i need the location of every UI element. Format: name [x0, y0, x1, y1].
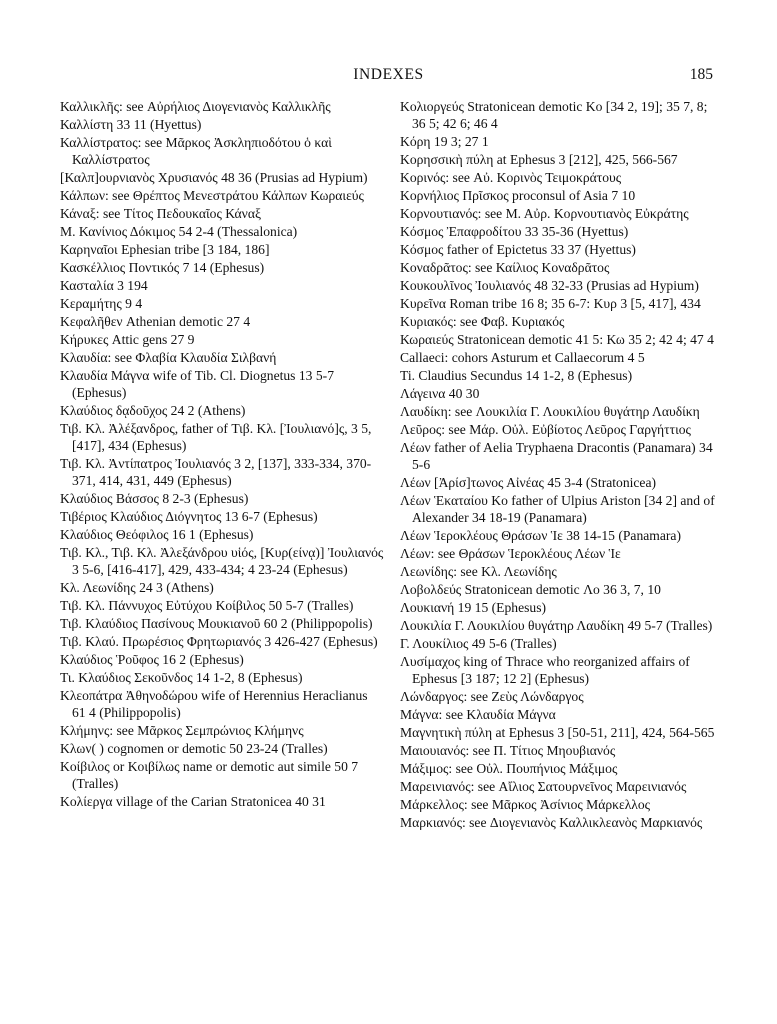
index-entry: Καλλικλῆς: see Αὐρήλιος Διογενιανὸς Καλλικλῆς: [60, 99, 331, 114]
index-entry: Τιβ. Κλαύ. Πρωρέσιος Φρητωριανός 3 426-427 (Ephesus): [60, 634, 378, 650]
index-entry: Κλαύδιος δᾳδοῦχος 24 2 (Athens): [60, 402, 246, 418]
index-entry: Κλων( ) cognomen or demotic 50 23-24 (Tralles): [60, 741, 328, 757]
index-entry: Κολίεργα village of the Carian Stratonicea 40 31: [60, 794, 326, 810]
page-header: [0, 66, 777, 86]
index-entry: Κοναδρᾶτος: see Καίλιος Κοναδρᾶτος: [400, 259, 610, 275]
index-entry: Κορησσικὴ πύλη at Ephesus 3 [212], 425, 566-567: [400, 152, 678, 168]
index-entry: Κλ. Λεωνίδης 24 3 (Athens): [60, 580, 214, 596]
index-entry: Λεῦρος: see Μάρ. Οὐλ. Εὐβίοτος Λεῦρος Γαργήττιος: [400, 421, 691, 437]
index-entry: Λουκιανή 19 15 (Ephesus): [400, 599, 547, 615]
index-entry: Λέων Ἑκαταίου Κο father of Ulpius Ariston [34 2] and of Alexander 34 18-19 (Panamara): [400, 492, 715, 525]
index-entry: Καρηναῖοι Ephesian tribe [3 184, 186]: [60, 241, 270, 257]
index-entry: Κόσμος father of Epictetus 33 37 (Hyettus): [400, 241, 636, 257]
index-entry: Τιβέριος Κλαύδιος Διόγνητος 13 6-7 (Ephesus): [60, 509, 318, 525]
index-entry: Κασκέλλιος Ποντικός 7 14 (Ephesus): [60, 259, 265, 275]
index-entry: Καλλίστρατος: see Μᾶρκος Ἀσκληπιοδότου ὁ καὶ Καλλίστρατος: [60, 134, 332, 168]
index-entry: Λάγεινα 40 30: [400, 385, 480, 401]
index-entry: Κλεοπάτρα Ἀθηνοδώρου wife of Herennius Heraclianus 61 4 (Philippopolis): [60, 688, 368, 721]
index-entry: Κορνουτιανός: see Μ. Αὐρ. Κορνουτιανὸς Εὐκράτης: [400, 206, 689, 222]
index-entry: Λέων father of Aelia Tryphaena Dracontis (Panamara) 34 5-6: [400, 439, 713, 472]
index-entry: Κάναξ: see Τίτος Πεδουκαῖος Κάναξ: [60, 206, 262, 222]
page-number: 185: [689, 66, 713, 83]
index-entry: Λαυδίκη: see Λουκιλία Γ. Λουκιλίου θυγάτηρ Λαυδίκη: [400, 403, 700, 419]
index-entry: Κεραμήτης 9 4: [60, 295, 143, 311]
index-entry: Μαρεινιανός: see Αἴλιος Σατουρνεῖνος Μαρεινιανός: [400, 778, 687, 794]
index-entry: Γ. Λουκίλιος 49 5-6 (Tralles): [400, 635, 557, 651]
index-entry: Λέων [Ἀρίσ]τωνος Αἰνέας 45 3-4 (Stratonicea): [400, 474, 657, 490]
index-entry: Κοίβιλος or Κοιβίλως name or demotic aut simile 50 7 (Tralles): [60, 759, 359, 792]
index-entry: Λεωνίδης: see Κλ. Λεωνίδης: [400, 563, 557, 579]
index-entry: Τιβ. Κλ. Ἀλέξανδρος, father of Τιβ. Κλ. [Ἰουλιανό]ς, 3 5, [417], 434 (Ephesus): [60, 420, 372, 454]
index-entry: Μ. Κανίνιος Δόκιμος 54 2-4 (Thessalonica): [60, 224, 298, 239]
index-entry: Τιβ. Κλαύδιος Πασίνους Μουκιανοῦ 60 2 (Philippopolis): [60, 616, 373, 632]
index-entry: Μαιουιανός: see Π. Τίτιος Μηουβιανός: [400, 742, 616, 758]
index-entry: Λέων Ἱεροκλέους Θράσων Ἱε 38 14-15 (Panamara): [400, 527, 681, 543]
index-entry: Τι. Κλαύδιος Σεκοῦνδος 14 1-2, 8 (Ephesus): [60, 670, 303, 686]
index-entry: Κορνήλιος Πρῖσκος proconsul of Asia 7 10: [400, 188, 636, 204]
index-entry: Λοβολδεύς Stratonicean demotic Λο 36 3, 7, 10: [400, 581, 661, 597]
index-entry: Τιβ. Κλ., Τιβ. Κλ. Ἀλεξάνδρου υἱός, [Κυρ(είνᾳ)] Ἰουλιανός 3 5-6, [416-417], 429, 433-434; 4 23-24 (Ephesus): [60, 545, 384, 578]
index-column-right: [400, 98, 724, 832]
index-entry: Καλλίστη 33 11 (Hyettus): [60, 116, 202, 132]
index-entry: Μαρκιανός: see Διογενιανὸς Καλλικλεανὸς Μαρκιανός: [400, 814, 703, 830]
index-entry: Μάγνα: see Κλαυδία Μάγνα: [400, 706, 556, 722]
index-entry: Κόσμος Ἐπαφροδίτου 33 35-36 (Hyettus): [400, 224, 629, 239]
index-entry: Μαγνητικὴ πύλη at Ephesus 3 [50-51, 211], 424, 564-565: [400, 724, 715, 740]
index-entry: Κλαυδία Μάγνα wife of Tib. Cl. Diognetus 13 5-7 (Ephesus): [60, 367, 334, 400]
index-entry: Λυσίμαχος king of Thrace who reorganized affairs of Ephesus [3 187; 12 2] (Ephesus): [400, 653, 690, 686]
index-column-left: [60, 98, 384, 811]
index-entry: Τιβ. Κλ. Πάννυχος Εὐτύχου Κοίβιλος 50 5-7 (Tralles): [60, 598, 354, 614]
index-entry: Κεφαλῆθεν Athenian demotic 27 4: [60, 313, 251, 329]
index-entry: Κωραιεύς Stratonicean demotic 41 5: Κω 35 2; 42 4; 47 4: [400, 331, 714, 347]
index-entry: Μάξιμος: see Οὐλ. Πουπήνιος Μάξιμος: [400, 760, 618, 776]
index-entry: Κλαύδιος Βάσσος 8 2-3 (Ephesus): [60, 491, 249, 507]
index-entry: Τιβ. Κλ. Ἀντίπατρος Ἰουλιανός 3 2, [137], 333-334, 370-371, 414, 431, 449 (Ephesus): [60, 456, 372, 489]
index-entry: Μάρκελλος: see Μᾶρκος Ἀσίνιος Μάρκελλος: [400, 796, 651, 812]
index-entry: Λουκιλία Γ. Λουκιλίου θυγάτηρ Λαυδίκη 49 5-7 (Tralles): [400, 617, 713, 633]
index-entry: [Καλπ]ουρνιανὸς Χρυσιανός 48 36 (Prusias ad Hypium): [60, 170, 368, 186]
index-entry: Κουκουλῖνος Ἰουλιανός 48 32-33 (Prusias ad Hypium): [400, 277, 699, 293]
index-entry: Κάλπων: see Θρέπτος Μενεστράτου Κάλπων Κωραιεύς: [60, 188, 364, 204]
index-entry: Κήρυκες Attic gens 27 9: [60, 331, 195, 347]
index-entry: Κλαυδία: see Φλαβία Κλαυδία Σιλβανή: [60, 349, 277, 365]
index-entry: Κλήμηνς: see Μᾶρκος Σεμπρώνιος Κλήμηνς: [60, 723, 304, 739]
index-entry: Κλαύδιος Ῥοῦφος 16 2 (Ephesus): [60, 652, 244, 668]
running-title: INDEXES: [353, 66, 424, 83]
index-entry: Κυριακός: see Φαβ. Κυριακός: [400, 313, 565, 329]
index-entry: Λέων: see Θράσων Ἱεροκλέους Λέων Ἱε: [400, 545, 621, 561]
index-entry: Κολιοργεύς Stratonicean demotic Κο [34 2, 19]; 35 7, 8; 36 5; 42 6; 46 4: [400, 99, 708, 132]
index-entry: Κυρεῖνα Roman tribe 16 8; 35 6-7: Κυρ 3 [5, 417], 434: [400, 295, 701, 311]
index-entry: Κόρη 19 3; 27 1: [400, 134, 489, 150]
index-entry: Κασταλία 3 194: [60, 277, 148, 293]
index-entry: Κλαύδιος Θεόφιλος 16 1 (Ephesus): [60, 527, 254, 543]
index-entry: Λώνδαργος: see Ζεὺς Λώνδαργος: [400, 688, 584, 704]
index-entry: Ti. Claudius Secundus 14 1-2, 8 (Ephesus): [400, 367, 633, 383]
index-entry: Κορινός: see Αὐ. Κορινὸς Τειμοκράτους: [400, 170, 622, 186]
index-entry: Callaeci: cohors Asturum et Callaecorum 4 5: [400, 349, 645, 365]
